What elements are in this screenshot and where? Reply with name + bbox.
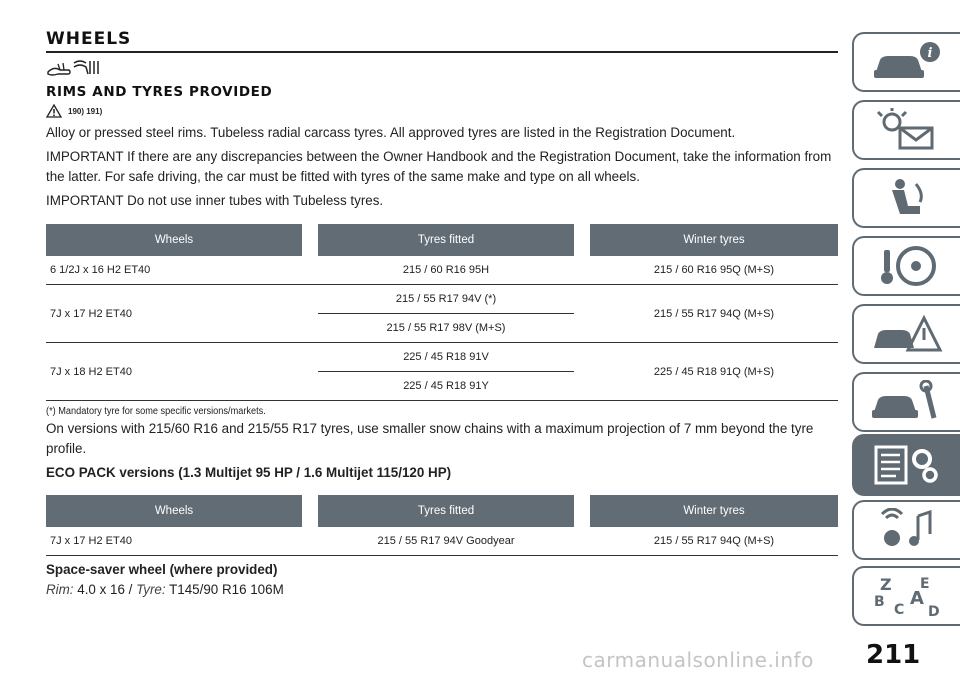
dashboard-lights-icon (870, 108, 944, 152)
svg-text:E: E (920, 576, 930, 592)
tyre-value: T145/90 R16 106M (169, 582, 284, 597)
table-footnote: (*) Mandatory tyre for some specific versions/markets. (46, 406, 266, 417)
table-row (46, 343, 838, 372)
svg-text:D: D (928, 604, 940, 618)
chapter-tab-dashboard[interactable] (852, 100, 960, 160)
car-service-icon (870, 380, 944, 424)
col-header-tyres: Tyres fitted (318, 224, 574, 256)
technical-data-icon (870, 443, 944, 487)
winter-cell: 215 / 60 R16 95Q (M+S) (590, 256, 838, 285)
chapter-tab-index[interactable] (852, 566, 960, 626)
table-row (46, 256, 838, 285)
tyre-cell: 225 / 45 R18 91Y (318, 372, 574, 401)
col-header-winter: Winter tyres (590, 495, 838, 527)
steering-key-icon (870, 244, 944, 288)
tyre-label: Tyre: (136, 582, 166, 597)
tyre-cell: 215 / 55 R17 94V (*) (318, 285, 574, 314)
tyres-table (46, 224, 838, 401)
warning-ref-numbers: 190) 191) (68, 106, 103, 116)
paragraph-important-registration: IMPORTANT If there are any discrepancies between the Owner Handbook and the Registration Document, take the information from the latter. For safe driving, the car must be fitted with tyres of the same make and type on all wheels. (46, 149, 832, 184)
svg-text:Z: Z (880, 575, 892, 594)
page-number: 211 (866, 640, 921, 670)
car-warning-icon (870, 312, 944, 356)
car-info-icon (870, 40, 944, 84)
col-header-wheels: Wheels (46, 224, 302, 256)
winter-cell: 215 / 55 R17 94Q (M+S) (590, 285, 838, 343)
tyre-cell: 215 / 60 R16 95H (318, 256, 574, 285)
eco-pack-heading: ECO PACK versions (1.3 Multijet 95 HP / 1.6 Multijet 115/120 HP) (46, 465, 452, 480)
environment-note (46, 57, 838, 79)
svg-text:i: i (927, 46, 933, 61)
title-divider (46, 51, 838, 53)
chapter-tab-technical-data[interactable] (852, 434, 960, 496)
col-header-tyres: Tyres fitted (318, 495, 574, 527)
table-row (46, 527, 838, 556)
svg-text:C: C (894, 602, 905, 618)
winter-cell: 225 / 45 R18 91Q (M+S) (590, 343, 838, 401)
rim-label: Rim: (46, 582, 74, 597)
warning-triangle-icon (46, 104, 62, 118)
paragraph-important-tubes: IMPORTANT Do not use inner tubes with Tubeless tyres. (46, 193, 384, 208)
section-title: RIMS AND TYRES PROVIDED (46, 84, 273, 100)
index-icon (870, 574, 944, 618)
seat-safety-icon (870, 176, 944, 220)
tyre-cell: 225 / 45 R18 91V (318, 343, 574, 372)
winter-cell: 215 / 55 R17 94Q (M+S) (590, 527, 838, 556)
chapter-tab-knowing-car[interactable] (852, 32, 960, 92)
spare-wheel-heading: Space-saver wheel (where provided) (46, 562, 278, 577)
multimedia-icon (870, 508, 944, 552)
chapter-tab-multimedia[interactable] (852, 500, 960, 560)
paragraph-rims: Alloy or pressed steel rims. Tubeless radial carcass tyres. All approved tyres are listed in the Registration Document. (46, 125, 736, 140)
warning-references (46, 103, 838, 119)
page-content (46, 28, 838, 600)
environment-hand-icon (46, 57, 102, 79)
chapter-tab-safety[interactable] (852, 168, 960, 228)
paragraph-snow-chains: On versions with 215/60 R16 and 215/55 R17 tyres, use smaller snow chains with a maximum projection of 7 mm beyond the tyre profile. (46, 421, 814, 456)
eco-tyres-table (46, 495, 838, 556)
rim-value: 4.0 x 16 / (77, 582, 133, 597)
tyre-cell: 215 / 55 R17 94V Goodyear (318, 527, 574, 556)
chapter-tab-starting-driving[interactable] (852, 236, 960, 296)
table-row (46, 285, 838, 314)
wheel-cell: 7J x 17 H2 ET40 (46, 527, 302, 556)
page-title: WHEELS (46, 29, 132, 49)
watermark: carmanualsonline.info (582, 648, 814, 672)
svg-text:B: B (874, 594, 885, 610)
wheel-cell: 7J x 18 H2 ET40 (46, 343, 302, 401)
svg-text:A: A (910, 588, 924, 609)
wheel-cell: 6 1/2J x 16 H2 ET40 (46, 256, 302, 285)
chapter-tab-maintenance[interactable] (852, 372, 960, 432)
col-header-wheels: Wheels (46, 495, 302, 527)
chapter-tab-emergency[interactable] (852, 304, 960, 364)
tyre-cell: 215 / 55 R17 98V (M+S) (318, 314, 574, 343)
col-header-winter: Winter tyres (590, 224, 838, 256)
wheel-cell: 7J x 17 H2 ET40 (46, 285, 302, 343)
spare-wheel-spec (46, 580, 838, 600)
